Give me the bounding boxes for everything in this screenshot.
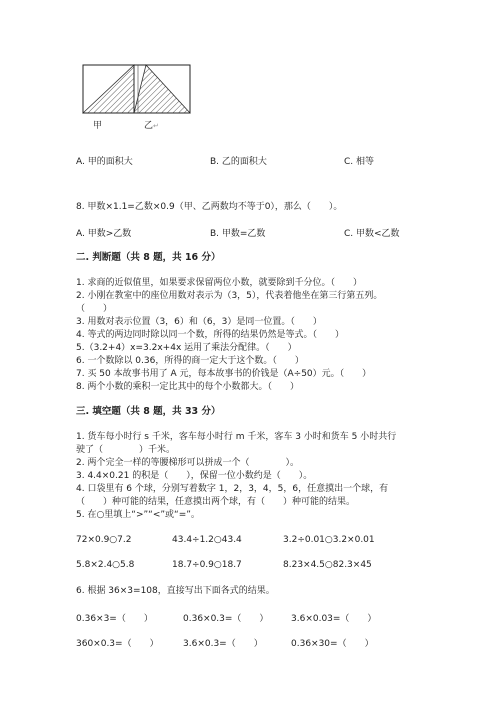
area-comparison-figure [82, 62, 192, 114]
judge-item: 4. 等式的两边同时除以同一个数，所得的结果仍然是等式。（ ） [76, 330, 344, 340]
q8-option-c: C. 甲数<乙数 [344, 229, 400, 239]
compare-cell: 8.23×4.5○82.3×45 [283, 560, 372, 570]
judge-item: 5.（3.2+4）x=3.2x+4x 运用了乘法分配律。（ ） [76, 343, 297, 353]
label-jia: 甲 [93, 121, 103, 131]
judge-item: （ ） [76, 304, 113, 314]
q7-option-c: C. 相等 [344, 157, 375, 167]
compare-cell: 3.2÷0.01○3.2×0.01 [283, 535, 375, 545]
calc-cell: 0.36×3=（ ） [76, 614, 153, 624]
fill-item: 1. 货车每小时行 s 千米，客车每小时行 m 千米，客车 3 小时和货车 5 小时共行 [76, 432, 397, 442]
judge-item: 1. 求商的近似值里，如果要求保留两位小数，就要除到千分位。（ ） [76, 278, 362, 288]
q7-option-a: A. 甲的面积大 [76, 157, 133, 167]
fill-item: 驶了（ ）千米。 [76, 445, 176, 455]
triangle-jia [83, 65, 134, 113]
fill-item: 4. 口袋里有 6 个球，分别写着数字 1，2，3，4，5，6，任意摸出一个球，有 [76, 484, 389, 494]
section2-heading: 二. 判断题（共 8 题，共 16 分） [76, 252, 221, 263]
judge-item: 6. 一个数除以 0.36，所得的商一定大于这个数。（ ） [76, 356, 304, 366]
calc-cell: 0.36×0.3=（ ） [183, 614, 269, 624]
fill-item: 3. 4.4×0.21 的积是（ ），保留一位小数约是（ ）。 [76, 471, 313, 481]
judge-item: 8. 两个小数的乘积一定比其中的每个小数都大。（ ） [76, 382, 299, 392]
q8-option-a: A. 甲数>乙数 [76, 229, 132, 239]
q8-question: 8. 甲数×1.1=乙数×0.9（甲、乙两数均不等于0），那么（ ）。 [76, 202, 343, 212]
compare-cell: 18.7÷0.9○18.7 [172, 560, 242, 570]
return-mark: ↵ [153, 122, 159, 130]
q7-option-b: B. 乙的面积大 [210, 157, 267, 167]
label-yi: 乙↵ [144, 121, 159, 131]
fill-item: （ ）种可能的结果，任意摸出两个球，有（ ）种可能的结果。 [76, 497, 356, 507]
fill-item: 5. 在○里填上“>”“<”或“=”。 [76, 510, 200, 520]
calc-cell: 3.6×0.03=（ ） [291, 614, 377, 624]
calc-cell: 360×0.3=（ ） [76, 639, 159, 649]
triangle-yi [134, 65, 190, 113]
calc-cell: 0.36×30=（ ） [291, 639, 374, 649]
judge-item: 3. 用数对表示位置（3，6）和（6，3）是同一位置。（ ） [76, 317, 322, 327]
fill-item: 2. 两个完全一样的等腰梯形可以拼成一个（ ）。 [76, 458, 299, 468]
compare-cell: 72×0.9○7.2 [76, 535, 132, 545]
compare-cell: 43.4÷1.2○43.4 [172, 535, 242, 545]
compare-cell: 5.8×2.4○5.8 [76, 560, 135, 570]
fill-item-q6: 6. 根据 36×3=108，直接写出下面各式的结果。 [76, 586, 275, 596]
calc-cell: 3.6×0.3=（ ） [183, 639, 263, 649]
section3-heading: 三. 填空题（共 8 题，共 33 分） [76, 406, 221, 417]
judge-item: 2. 小刚在教室中的座位用数对表示为（3，5），代表着他坐在第三行第五列。 [76, 291, 383, 301]
q8-option-b: B. 甲数=乙数 [210, 229, 266, 239]
judge-item: 7. 买 50 本故事书用了 A 元，每本故事书的价钱是（A÷50）元。（ ） [76, 369, 372, 379]
